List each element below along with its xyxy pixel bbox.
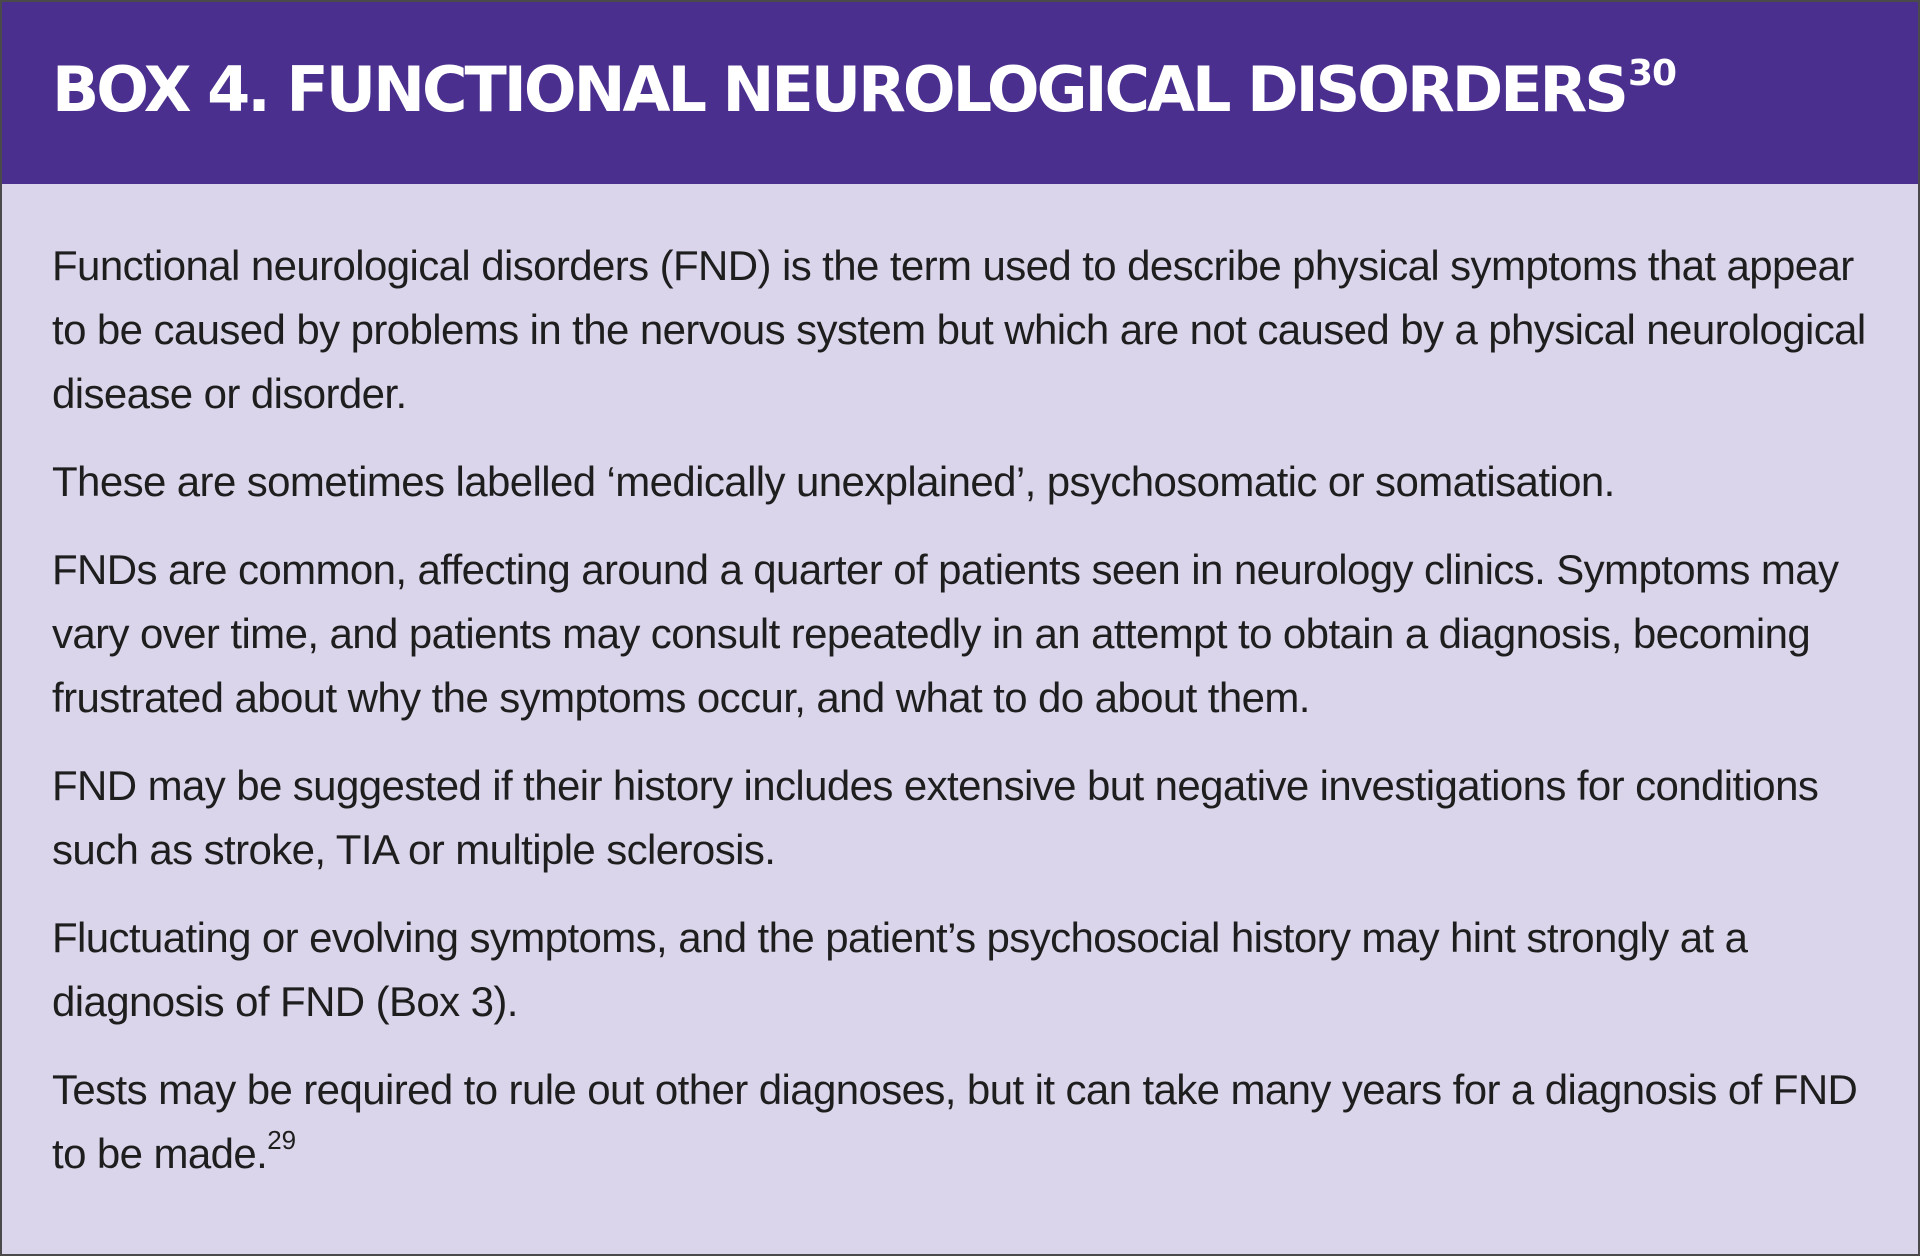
- paragraph-prevalence: FNDs are common, affecting around a quarter of patients seen in neurology clinics. Symptoms may vary over time, and patients may consult repeatedly in an attempt to obtain a diagnosis, becoming frustrated about why the symptoms occur, and what to do about them.: [52, 546, 1839, 721]
- tests-reference: 29: [267, 1125, 297, 1155]
- paragraph-fnd-definition: Functional neurological disorders (FND) is the term used to describe physical symptoms that appear to be caused by problems in the nervous system but which are not caused by a physical neurological disease or disorder.: [52, 242, 1866, 417]
- box-header: [2, 2, 1918, 184]
- paragraph-tests-text: Tests may be required to rule out other diagnoses, but it can take many years for a diagnosis of FND to be made.: [52, 1066, 1858, 1177]
- paragraph-history: FND may be suggested if their history includes extensive but negative investigations for conditions such as stroke, TIA or multiple sclerosis.: [52, 762, 1819, 873]
- paragraph-symptoms: Fluctuating or evolving symptoms, and the patient’s psychosocial history may hint strongly at a diagnosis of FND (Box 3).: [52, 914, 1748, 1025]
- paragraph-labels: These are sometimes labelled ‘medically unexplained’, psychosomatic or somatisation.: [52, 458, 1615, 505]
- box-title: [52, 52, 1918, 128]
- paragraph-tests: [52, 1058, 1878, 1186]
- title-reference: 30: [1627, 53, 1677, 95]
- box-title-text: BOX 4. FUNCTIONAL NEUROLOGICAL DISORDERS: [52, 53, 1626, 126]
- box-body: [2, 184, 1918, 1186]
